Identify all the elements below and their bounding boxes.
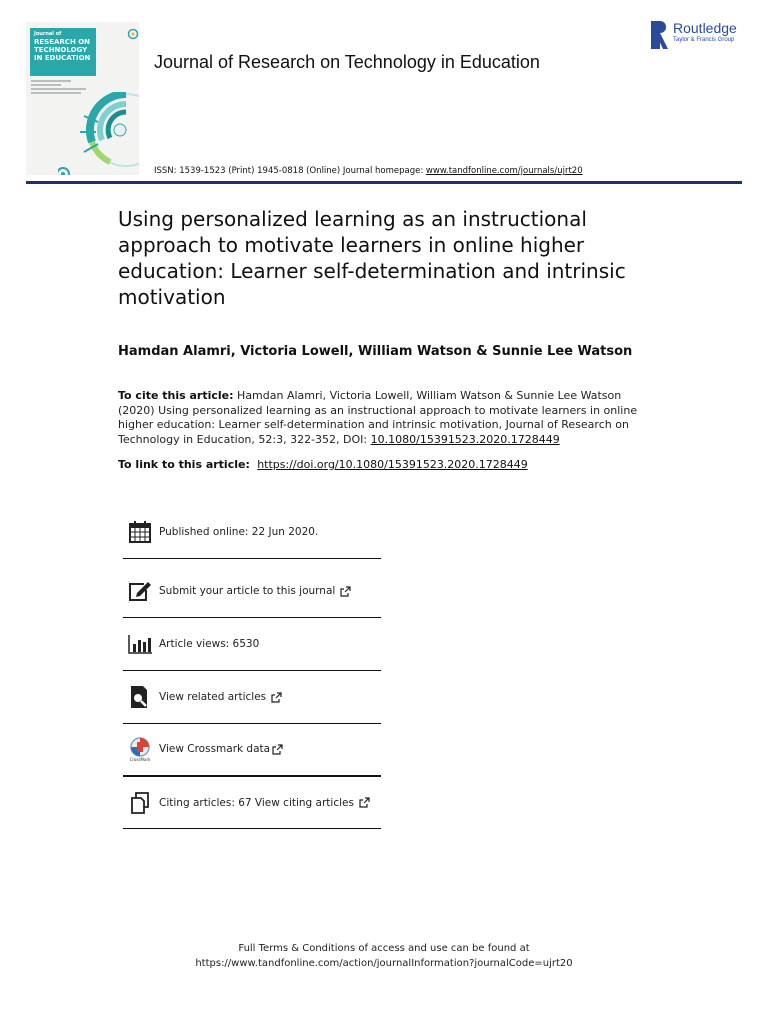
routledge-logo-icon xyxy=(651,21,669,49)
published-online-row xyxy=(123,506,381,559)
published-online-text: Published online: 22 Jun 2020. xyxy=(159,526,319,538)
terms-url[interactable]: https://www.tandfonline.com/action/journalInformation?journalCode=ujrt20 xyxy=(195,958,573,969)
citing-articles-label: Citing articles: 67 View citing articles xyxy=(159,796,354,809)
article-doi-link[interactable]: https://doi.org/10.1080/15391523.2020.1728449 xyxy=(257,458,528,471)
crossmark-label-text: View Crossmark data xyxy=(159,743,271,755)
crossmark-link[interactable] xyxy=(159,743,283,755)
calendar-icon xyxy=(127,519,153,545)
journal-cover-image xyxy=(26,22,139,175)
edit-icon xyxy=(127,578,153,604)
external-link-icon xyxy=(359,797,370,808)
citation-block xyxy=(118,389,653,447)
crossmark-row[interactable] xyxy=(123,723,381,776)
crossmark-label: CrossMark xyxy=(129,757,151,762)
related-articles-label: View related articles xyxy=(159,691,267,703)
cover-title-line: RESEARCH ON xyxy=(34,38,91,46)
terms-footer xyxy=(0,941,768,971)
article-authors: Hamdan Alamri, Victoria Lowell, William Watson & Sunnie Lee Watson xyxy=(118,344,633,359)
citing-articles-row[interactable] xyxy=(123,775,381,829)
terms-line: Full Terms & Conditions of access and use can be found at xyxy=(238,943,530,954)
related-articles-row[interactable] xyxy=(123,671,381,724)
issn-line xyxy=(154,166,583,176)
crossmark-icon xyxy=(127,736,153,762)
cover-title-line: IN EDUCATION xyxy=(34,54,91,63)
header-rule xyxy=(26,181,742,184)
article-views-row xyxy=(123,618,381,671)
submit-article-link[interactable] xyxy=(159,585,351,597)
publisher-name: Routledge xyxy=(673,20,737,36)
bar-chart-icon xyxy=(127,631,153,657)
link-label: To link to this article: xyxy=(118,458,254,471)
publisher-logo xyxy=(651,21,737,49)
cite-text: Hamdan Alamri, Victoria Lowell, William Watson & Sunnie Lee Watson (2020) Using personalized learning as an instructional approach to motivate learners in online higher education: Learner self-determination and intrinsic motivation, Journal of Research on Technology in Education, 52:3, 322-352, DOI: xyxy=(118,389,638,446)
cover-title xyxy=(34,38,92,63)
cover-artwork xyxy=(58,92,139,175)
related-articles-link[interactable] xyxy=(159,691,282,703)
submit-article-label: Submit your article to this journal xyxy=(159,585,336,597)
citing-icon xyxy=(127,790,153,816)
cover-title-block xyxy=(30,28,96,76)
submit-article-row[interactable] xyxy=(123,565,381,618)
cite-label: To cite this article: xyxy=(118,389,234,402)
article-views-text: Article views: 6530 xyxy=(159,638,260,650)
journal-homepage-link[interactable]: www.tandfonline.com/journals/ujrt20 xyxy=(425,166,583,176)
cover-dot-icon xyxy=(127,28,139,40)
citing-articles-link[interactable] xyxy=(159,797,370,809)
publisher-subtitle: Taylor & Francis Group xyxy=(673,37,735,43)
cite-doi-link[interactable]: 10.1080/15391523.2020.1728449 xyxy=(370,432,560,446)
external-link-icon xyxy=(340,586,351,597)
external-link-icon xyxy=(272,744,283,755)
external-link-icon xyxy=(271,692,282,703)
search-icon xyxy=(127,684,153,710)
journal-title: Journal of Research on Technology in Education xyxy=(154,52,540,72)
cover-journal-of: Journal of xyxy=(34,31,62,37)
cover-title-line: TECHNOLOGY xyxy=(34,46,88,55)
issn-text: ISSN: 1539-1523 (Print) 1945-0818 (Online) Journal homepage: xyxy=(154,166,426,176)
article-link-line xyxy=(118,458,528,471)
article-title: Using personalized learning as an instructional approach to motivate learners in online higher education: Learner self-determination and intrinsic motivation xyxy=(118,207,626,309)
